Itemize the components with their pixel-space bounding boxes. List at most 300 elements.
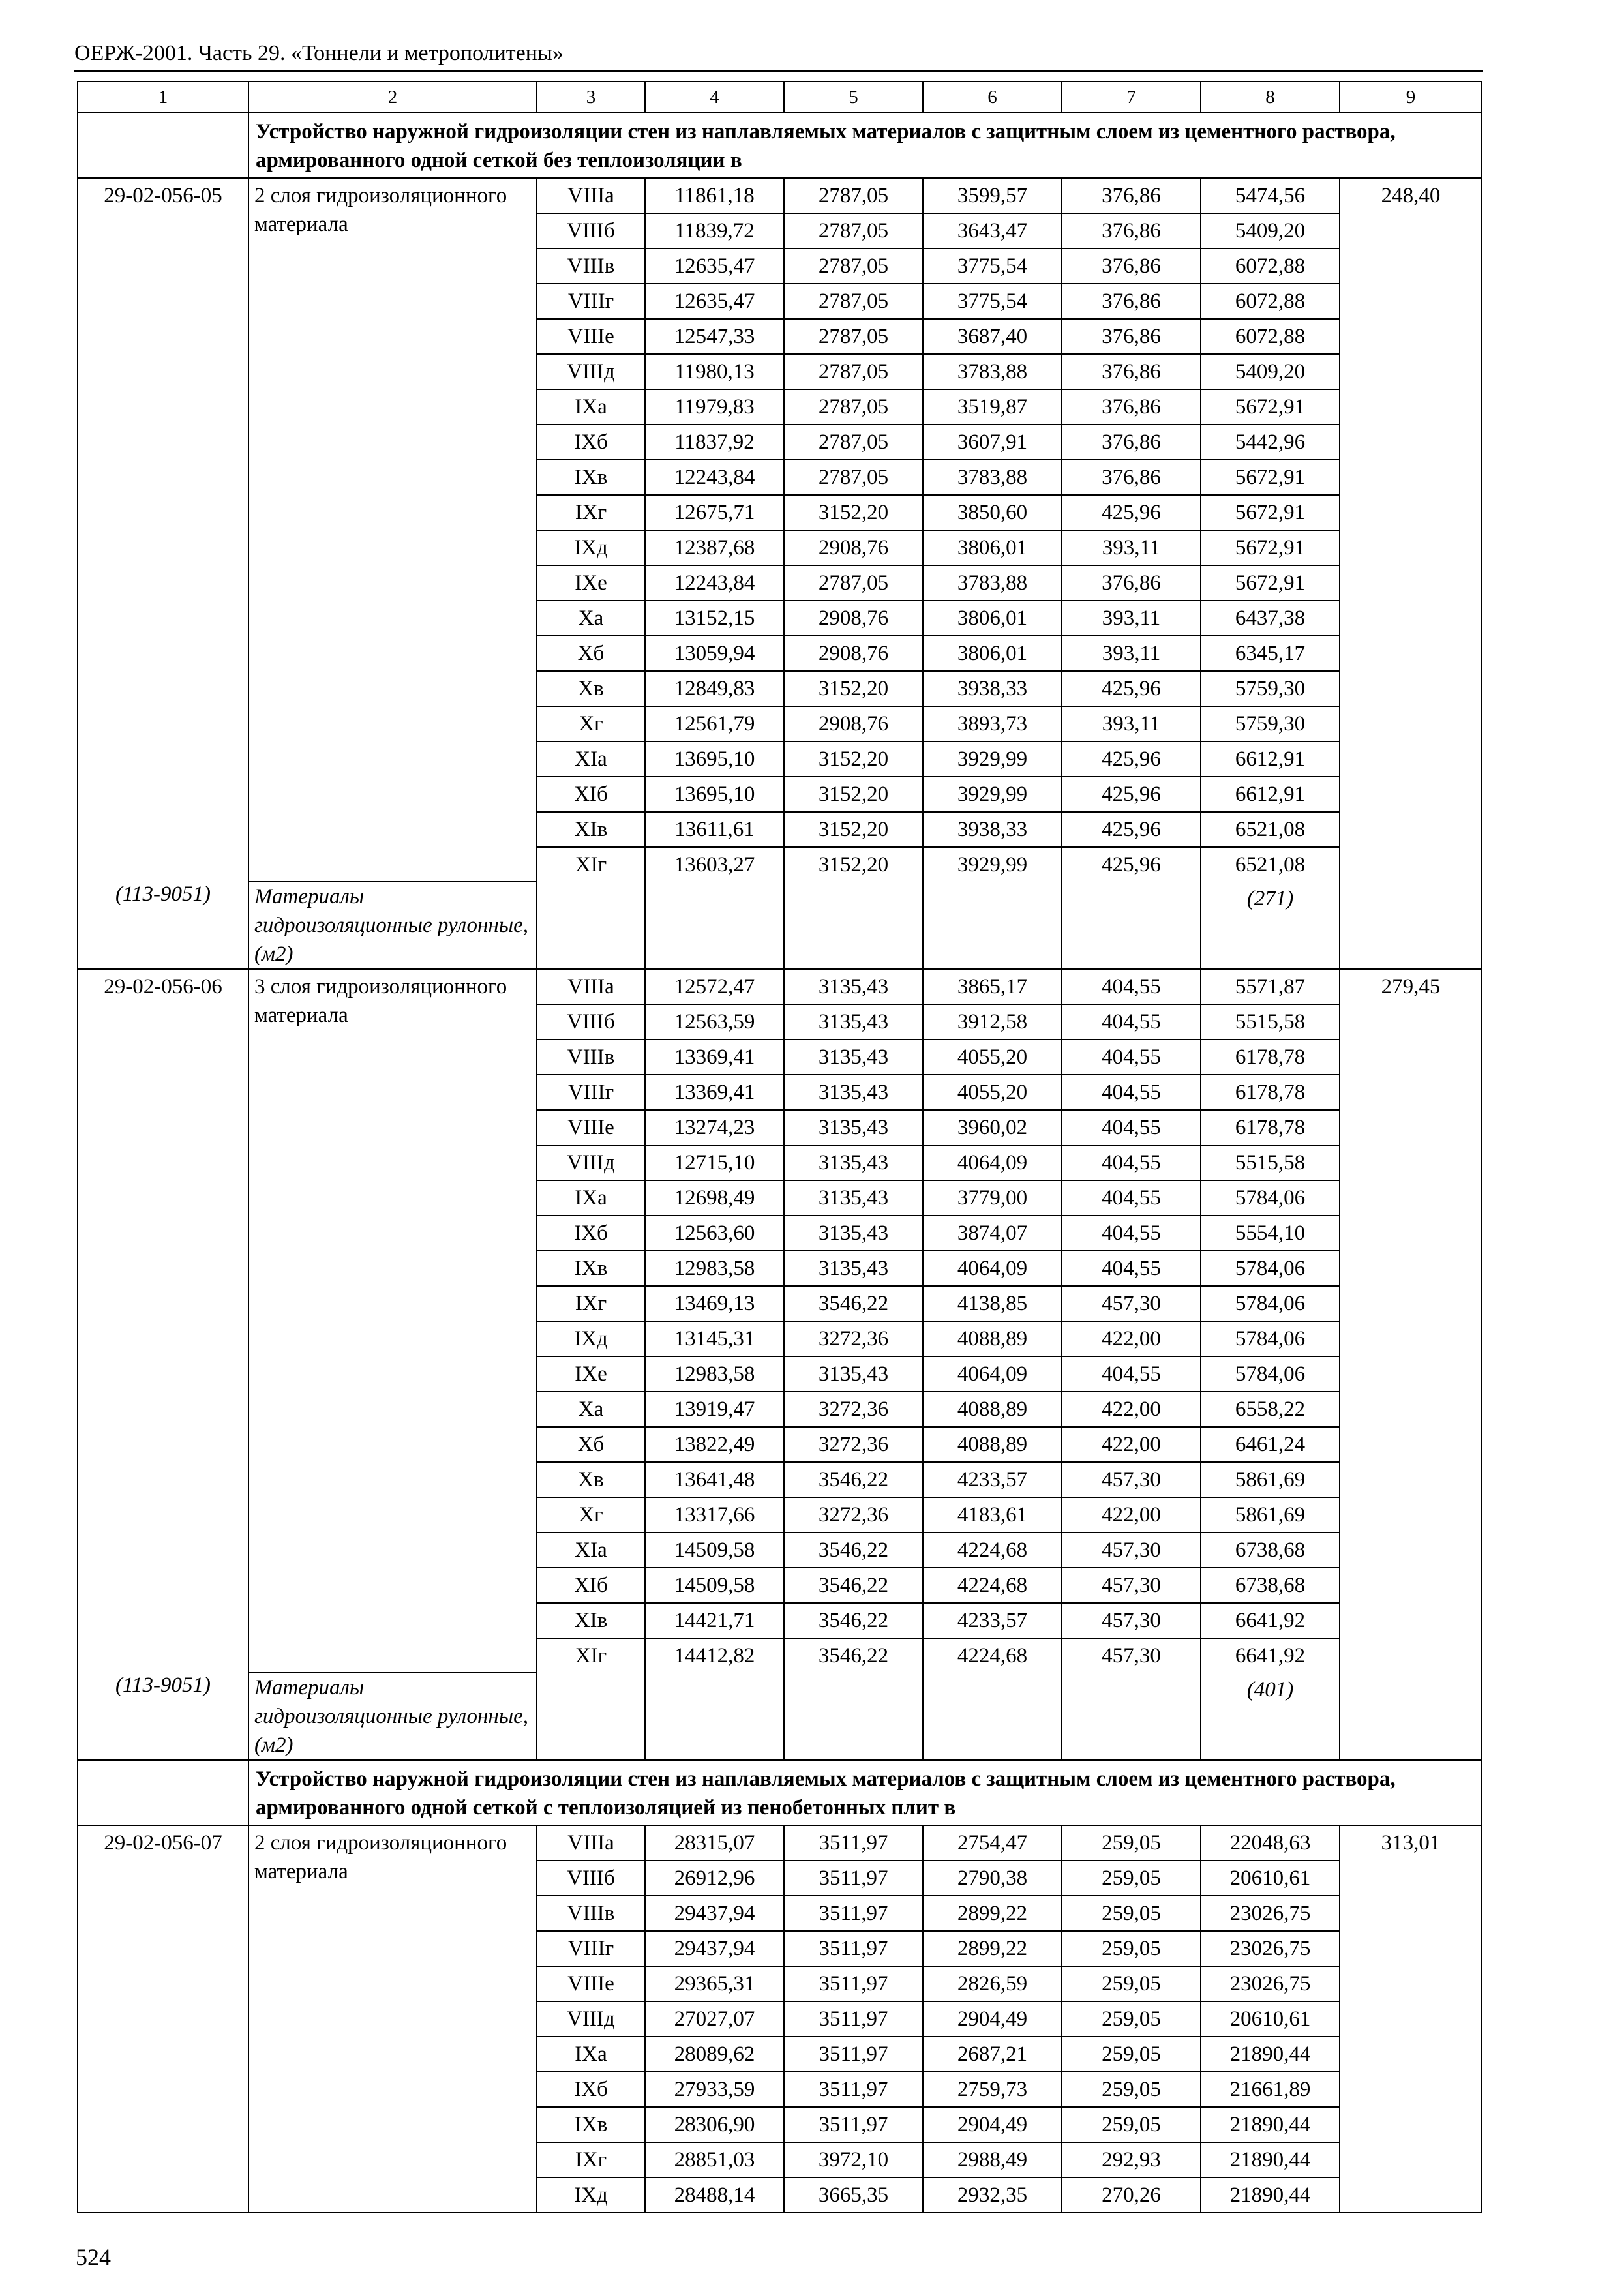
zone-cell: IXб: [537, 2072, 645, 2107]
value-cell: 3135,43: [784, 1004, 923, 1040]
value-cell: 5515,58: [1201, 1145, 1340, 1180]
value-cell: 376,86: [1062, 248, 1201, 284]
value-cell: 3135,43: [784, 969, 923, 1004]
value-cell: 259,05: [1062, 2037, 1201, 2072]
value-cell: 6612,91: [1201, 777, 1340, 812]
value-cell: 5409,20: [1201, 213, 1340, 248]
value-cell: 393,11: [1062, 530, 1201, 565]
value-cell: 393,11: [1062, 636, 1201, 671]
value-cell: 404,55: [1062, 1251, 1201, 1286]
value-cell: 376,86: [1062, 284, 1201, 319]
material-blank-cell: [537, 882, 645, 969]
value-cell: 457,30: [1062, 1533, 1201, 1568]
value-cell: 12563,59: [645, 1004, 784, 1040]
column-number: 6: [923, 82, 1062, 113]
zone-cell: Xв: [537, 671, 645, 706]
value-cell: 13611,61: [645, 812, 784, 847]
value-cell: 4055,20: [923, 1075, 1062, 1110]
value-cell: 21890,44: [1201, 2142, 1340, 2177]
value-cell: 2904,49: [923, 2107, 1062, 2142]
value-cell: 5672,91: [1201, 460, 1340, 495]
value-cell: 3546,22: [784, 1568, 923, 1603]
value-cell: 6072,88: [1201, 284, 1340, 319]
value-cell: 3135,43: [784, 1145, 923, 1180]
zone-cell: XIб: [537, 777, 645, 812]
zone-cell: IXе: [537, 1356, 645, 1392]
zone-cell: IXб: [537, 425, 645, 460]
value-cell: 5784,06: [1201, 1180, 1340, 1216]
value-cell: 457,30: [1062, 1568, 1201, 1603]
value-cell: 4088,89: [923, 1321, 1062, 1356]
value-cell: 13059,94: [645, 636, 784, 671]
value-cell: 376,86: [1062, 213, 1201, 248]
value-cell: 3135,43: [784, 1356, 923, 1392]
value-cell: 3272,36: [784, 1497, 923, 1533]
page-number: 524: [76, 2244, 111, 2270]
value-cell: 3272,36: [784, 1392, 923, 1427]
value-cell: 23026,75: [1201, 1931, 1340, 1966]
value-cell: 13317,66: [645, 1497, 784, 1533]
value-cell: 13369,41: [645, 1075, 784, 1110]
zone-cell: Xа: [537, 1392, 645, 1427]
value-cell: 3783,88: [923, 565, 1062, 601]
value-cell: 376,86: [1062, 460, 1201, 495]
value-cell: 11861,18: [645, 178, 784, 213]
value-cell: 20610,61: [1201, 1861, 1340, 1896]
value-cell: 3607,91: [923, 425, 1062, 460]
value-cell: 404,55: [1062, 1040, 1201, 1075]
value-cell: 3806,01: [923, 636, 1062, 671]
value-cell: 3135,43: [784, 1040, 923, 1075]
value-cell: 3850,60: [923, 495, 1062, 530]
material-row: [78, 882, 1482, 969]
zone-cell: IXб: [537, 1216, 645, 1251]
value-cell: 404,55: [1062, 1216, 1201, 1251]
value-cell: 22048,63: [1201, 1825, 1340, 1861]
value-cell: 6558,22: [1201, 1392, 1340, 1427]
value-cell: 14509,58: [645, 1568, 784, 1603]
value-cell: 11837,92: [645, 425, 784, 460]
value-cell: 3865,17: [923, 969, 1062, 1004]
value-cell: 11980,13: [645, 354, 784, 389]
value-cell: 3511,97: [784, 2072, 923, 2107]
value-cell: 6437,38: [1201, 601, 1340, 636]
material-blank-cell: [537, 1673, 645, 1760]
value-cell: 425,96: [1062, 812, 1201, 847]
value-cell: 2908,76: [784, 601, 923, 636]
value-cell: 3511,97: [784, 1931, 923, 1966]
value-cell: 6641,92: [1201, 1603, 1340, 1638]
value-cell: 404,55: [1062, 1180, 1201, 1216]
value-cell: 11979,83: [645, 389, 784, 425]
material-code: (113-9051): [115, 882, 211, 906]
value-cell: 3511,97: [784, 1896, 923, 1931]
value-cell: 5784,06: [1201, 1251, 1340, 1286]
value-cell: 29365,31: [645, 1966, 784, 2001]
value-cell: 2787,05: [784, 425, 923, 460]
zone-cell: Xв: [537, 1462, 645, 1497]
zone-cell: VIIIа: [537, 1825, 645, 1861]
value-cell: 12387,68: [645, 530, 784, 565]
value-cell: 12243,84: [645, 460, 784, 495]
value-cell: 376,86: [1062, 319, 1201, 354]
value-cell: 3643,47: [923, 213, 1062, 248]
value-cell: 3874,07: [923, 1216, 1062, 1251]
value-cell: 21890,44: [1201, 2037, 1340, 2072]
value-cell: 3929,99: [923, 741, 1062, 777]
value-cell: 376,86: [1062, 354, 1201, 389]
value-cell: 21890,44: [1201, 2177, 1340, 2213]
value-cell: 2787,05: [784, 284, 923, 319]
value-cell: 3972,10: [784, 2142, 923, 2177]
value-cell: 259,05: [1062, 2072, 1201, 2107]
value-cell: 12563,60: [645, 1216, 784, 1251]
section-title: Устройство наружной гидроизоляции стен из наплавляемых материалов с защитным слоем из цементного раствора, армированного одной сеткой без теплоизоляции в: [248, 113, 1482, 178]
value-cell: 4064,09: [923, 1251, 1062, 1286]
value-cell: 12635,47: [645, 248, 784, 284]
rates-table-wrapper: [77, 81, 1481, 2213]
value-cell: 5672,91: [1201, 389, 1340, 425]
value-cell: 6641,92: [1201, 1638, 1340, 1673]
material-blank-cell: [923, 882, 1062, 969]
material-blank-cell: [784, 1673, 923, 1760]
value-cell: 12635,47: [645, 284, 784, 319]
zone-cell: VIIIе: [537, 1966, 645, 2001]
work-description: 2 слоя гидроизоляционного материала: [248, 178, 537, 882]
value-cell: 5784,06: [1201, 1321, 1340, 1356]
zone-cell: VIIIд: [537, 2001, 645, 2037]
zone-cell: IXд: [537, 1321, 645, 1356]
value-cell: 13822,49: [645, 1427, 784, 1462]
value-cell: 5672,91: [1201, 495, 1340, 530]
value-cell: 3135,43: [784, 1180, 923, 1216]
value-cell: 4224,68: [923, 1568, 1062, 1603]
value-cell: 422,00: [1062, 1427, 1201, 1462]
value-cell: 13369,41: [645, 1040, 784, 1075]
zone-cell: VIIIд: [537, 354, 645, 389]
value-cell: 4224,68: [923, 1638, 1062, 1673]
zone-cell: Xб: [537, 636, 645, 671]
value-cell: 4064,09: [923, 1145, 1062, 1180]
value-cell: 425,96: [1062, 847, 1201, 882]
value-cell: 3135,43: [784, 1110, 923, 1145]
value-cell: 404,55: [1062, 969, 1201, 1004]
zone-cell: VIIIг: [537, 1075, 645, 1110]
value-cell: 2759,73: [923, 2072, 1062, 2107]
zone-cell: VIIIб: [537, 1861, 645, 1896]
value-cell: 6738,68: [1201, 1568, 1340, 1603]
value-cell: 3546,22: [784, 1638, 923, 1673]
value-cell: 13919,47: [645, 1392, 784, 1427]
value-cell: 4088,89: [923, 1392, 1062, 1427]
zone-cell: XIв: [537, 812, 645, 847]
value-cell: 3272,36: [784, 1321, 923, 1356]
value-cell: 4088,89: [923, 1427, 1062, 1462]
value-cell: 20610,61: [1201, 2001, 1340, 2037]
col9-value: 279,45: [1340, 969, 1482, 1760]
value-cell: 376,86: [1062, 389, 1201, 425]
value-cell: 2787,05: [784, 319, 923, 354]
value-cell: 3511,97: [784, 2037, 923, 2072]
material-code: (113-9051): [115, 1673, 211, 1697]
zone-cell: IXв: [537, 1251, 645, 1286]
value-cell: 3152,20: [784, 671, 923, 706]
value-cell: 4138,85: [923, 1286, 1062, 1321]
value-cell: 404,55: [1062, 1004, 1201, 1040]
value-cell: 2754,47: [923, 1825, 1062, 1861]
value-cell: 6072,88: [1201, 248, 1340, 284]
zone-cell: Xг: [537, 1497, 645, 1533]
value-cell: 3929,99: [923, 777, 1062, 812]
section-title-row: [78, 113, 1482, 178]
value-cell: 12561,79: [645, 706, 784, 741]
value-cell: 422,00: [1062, 1497, 1201, 1533]
value-cell: 4183,61: [923, 1497, 1062, 1533]
value-cell: 12675,71: [645, 495, 784, 530]
value-cell: 4233,57: [923, 1462, 1062, 1497]
table-row: [78, 178, 1482, 213]
rate-code-cell: [78, 969, 248, 1760]
material-name: Материалы гидроизоляционные рулонные, (м2): [248, 882, 537, 969]
rate-code-cell: [78, 1825, 248, 2213]
value-cell: 5672,91: [1201, 530, 1340, 565]
value-cell: 6521,08: [1201, 812, 1340, 847]
value-cell: 4224,68: [923, 1533, 1062, 1568]
value-cell: 259,05: [1062, 1931, 1201, 1966]
value-cell: 13145,31: [645, 1321, 784, 1356]
value-cell: 425,96: [1062, 777, 1201, 812]
value-cell: 29437,94: [645, 1931, 784, 1966]
value-cell: 4233,57: [923, 1603, 1062, 1638]
column-number: 1: [78, 82, 248, 113]
table-row: [78, 969, 1482, 1004]
value-cell: 6178,78: [1201, 1075, 1340, 1110]
value-cell: 13695,10: [645, 741, 784, 777]
value-cell: 2908,76: [784, 636, 923, 671]
value-cell: 425,96: [1062, 495, 1201, 530]
value-cell: 5861,69: [1201, 1497, 1340, 1533]
zone-cell: Xб: [537, 1427, 645, 1462]
value-cell: 4055,20: [923, 1040, 1062, 1075]
zone-cell: VIIIе: [537, 319, 645, 354]
value-cell: 5554,10: [1201, 1216, 1340, 1251]
value-cell: 3152,20: [784, 741, 923, 777]
value-cell: 5784,06: [1201, 1286, 1340, 1321]
value-cell: 3511,97: [784, 1861, 923, 1896]
zone-cell: VIIIв: [537, 248, 645, 284]
value-cell: 28315,07: [645, 1825, 784, 1861]
value-cell: 2687,21: [923, 2037, 1062, 2072]
value-cell: 26912,96: [645, 1861, 784, 1896]
value-cell: 12715,10: [645, 1145, 784, 1180]
value-cell: 3511,97: [784, 2001, 923, 2037]
value-cell: 376,86: [1062, 425, 1201, 460]
zone-cell: Xг: [537, 706, 645, 741]
zone-cell: VIIIб: [537, 1004, 645, 1040]
value-cell: 404,55: [1062, 1145, 1201, 1180]
value-cell: 5861,69: [1201, 1462, 1340, 1497]
value-cell: 2787,05: [784, 565, 923, 601]
work-description: 2 слоя гидроизоляционного материала: [248, 1825, 537, 2213]
material-name: Материалы гидроизоляционные рулонные, (м2): [248, 1673, 537, 1760]
value-cell: 3775,54: [923, 284, 1062, 319]
value-cell: 2787,05: [784, 248, 923, 284]
zone-cell: VIIIа: [537, 178, 645, 213]
zone-cell: IXд: [537, 530, 645, 565]
zone-cell: XIв: [537, 1603, 645, 1638]
value-cell: 3152,20: [784, 847, 923, 882]
value-cell: 12547,33: [645, 319, 784, 354]
value-cell: 3783,88: [923, 354, 1062, 389]
rate-code: 29-02-056-06: [104, 975, 222, 998]
value-cell: 6072,88: [1201, 319, 1340, 354]
value-cell: 404,55: [1062, 1110, 1201, 1145]
value-cell: 14509,58: [645, 1533, 784, 1568]
zone-cell: VIIIд: [537, 1145, 645, 1180]
value-cell: 13469,13: [645, 1286, 784, 1321]
value-cell: 2787,05: [784, 178, 923, 213]
value-cell: 28851,03: [645, 2142, 784, 2177]
value-cell: 393,11: [1062, 601, 1201, 636]
value-cell: 2899,22: [923, 1931, 1062, 1966]
material-blank-cell: [1062, 1673, 1201, 1760]
column-number: 8: [1201, 82, 1340, 113]
zone-cell: VIIIб: [537, 213, 645, 248]
table-row: [78, 1825, 1482, 1861]
rates-table-body: [78, 82, 1482, 2213]
value-cell: 29437,94: [645, 1896, 784, 1931]
column-number: 9: [1340, 82, 1482, 113]
value-cell: 4064,09: [923, 1356, 1062, 1392]
value-cell: 12983,58: [645, 1356, 784, 1392]
value-cell: 5474,56: [1201, 178, 1340, 213]
value-cell: 457,30: [1062, 1462, 1201, 1497]
value-cell: 12243,84: [645, 565, 784, 601]
value-cell: 23026,75: [1201, 1966, 1340, 2001]
value-cell: 6345,17: [1201, 636, 1340, 671]
material-blank-cell: [923, 1673, 1062, 1760]
value-cell: 2908,76: [784, 706, 923, 741]
zone-cell: XIг: [537, 1638, 645, 1673]
value-cell: 13695,10: [645, 777, 784, 812]
value-cell: 27027,07: [645, 2001, 784, 2037]
value-cell: 3511,97: [784, 1966, 923, 2001]
value-cell: 12572,47: [645, 969, 784, 1004]
zone-cell: VIIIг: [537, 284, 645, 319]
zone-cell: VIIIа: [537, 969, 645, 1004]
value-cell: 2904,49: [923, 2001, 1062, 2037]
value-cell: 422,00: [1062, 1321, 1201, 1356]
value-cell: 3519,87: [923, 389, 1062, 425]
value-cell: 5515,58: [1201, 1004, 1340, 1040]
value-cell: 376,86: [1062, 565, 1201, 601]
value-cell: 292,93: [1062, 2142, 1201, 2177]
value-cell: 3687,40: [923, 319, 1062, 354]
value-cell: 259,05: [1062, 1825, 1201, 1861]
work-description: 3 слоя гидроизоляционного материала: [248, 969, 537, 1673]
zone-cell: IXе: [537, 565, 645, 601]
value-cell: 3775,54: [923, 248, 1062, 284]
rate-code-cell: [78, 178, 248, 969]
value-cell: 3546,22: [784, 1603, 923, 1638]
value-cell: 3152,20: [784, 812, 923, 847]
value-cell: 2787,05: [784, 354, 923, 389]
value-cell: 2908,76: [784, 530, 923, 565]
value-cell: 259,05: [1062, 2001, 1201, 2037]
value-cell: 3938,33: [923, 812, 1062, 847]
material-blank-cell: [645, 1673, 784, 1760]
value-cell: 12849,83: [645, 671, 784, 706]
value-cell: 3779,00: [923, 1180, 1062, 1216]
value-cell: 3599,57: [923, 178, 1062, 213]
zone-cell: VIIIе: [537, 1110, 645, 1145]
zone-cell: IXг: [537, 1286, 645, 1321]
section-blank-cell: [78, 113, 248, 178]
zone-cell: IXв: [537, 2107, 645, 2142]
value-cell: 5409,20: [1201, 354, 1340, 389]
value-cell: 27933,59: [645, 2072, 784, 2107]
value-cell: 2826,59: [923, 1966, 1062, 2001]
value-cell: 5571,87: [1201, 969, 1340, 1004]
value-cell: 2787,05: [784, 460, 923, 495]
value-cell: 5442,96: [1201, 425, 1340, 460]
value-cell: 28089,62: [645, 2037, 784, 2072]
value-cell: 425,96: [1062, 671, 1201, 706]
value-cell: 3152,20: [784, 777, 923, 812]
value-cell: 457,30: [1062, 1638, 1201, 1673]
value-cell: 3511,97: [784, 1825, 923, 1861]
material-blank-cell: [645, 882, 784, 969]
zone-cell: IXд: [537, 2177, 645, 2213]
zone-cell: IXг: [537, 495, 645, 530]
value-cell: 393,11: [1062, 706, 1201, 741]
value-cell: 259,05: [1062, 1896, 1201, 1931]
value-cell: 3272,36: [784, 1427, 923, 1462]
value-cell: 2787,05: [784, 389, 923, 425]
value-cell: 422,00: [1062, 1392, 1201, 1427]
value-cell: 2787,05: [784, 213, 923, 248]
value-cell: 28488,14: [645, 2177, 784, 2213]
value-cell: 21661,89: [1201, 2072, 1340, 2107]
column-number-row: [78, 82, 1482, 113]
col9-value: 248,40: [1340, 178, 1482, 969]
zone-cell: IXв: [537, 460, 645, 495]
zone-cell: IXа: [537, 1180, 645, 1216]
value-cell: 259,05: [1062, 1966, 1201, 2001]
material-blank-cell: [784, 882, 923, 969]
value-cell: 6461,24: [1201, 1427, 1340, 1462]
value-cell: 3511,97: [784, 2107, 923, 2142]
value-cell: 3135,43: [784, 1251, 923, 1286]
value-cell: 6612,91: [1201, 741, 1340, 777]
zone-cell: VIIIг: [537, 1931, 645, 1966]
value-cell: 12983,58: [645, 1251, 784, 1286]
value-cell: 3546,22: [784, 1286, 923, 1321]
rate-code: 29-02-056-05: [104, 184, 222, 207]
section-blank-cell: [78, 1760, 248, 1825]
value-cell: 5672,91: [1201, 565, 1340, 601]
value-cell: 259,05: [1062, 1861, 1201, 1896]
value-cell: 3938,33: [923, 671, 1062, 706]
value-cell: 3665,35: [784, 2177, 923, 2213]
value-cell: 3152,20: [784, 495, 923, 530]
zone-cell: VIIIв: [537, 1040, 645, 1075]
zone-cell: IXг: [537, 2142, 645, 2177]
value-cell: 2790,38: [923, 1861, 1062, 1896]
value-cell: 23026,75: [1201, 1896, 1340, 1931]
value-cell: 6738,68: [1201, 1533, 1340, 1568]
value-cell: 2932,35: [923, 2177, 1062, 2213]
